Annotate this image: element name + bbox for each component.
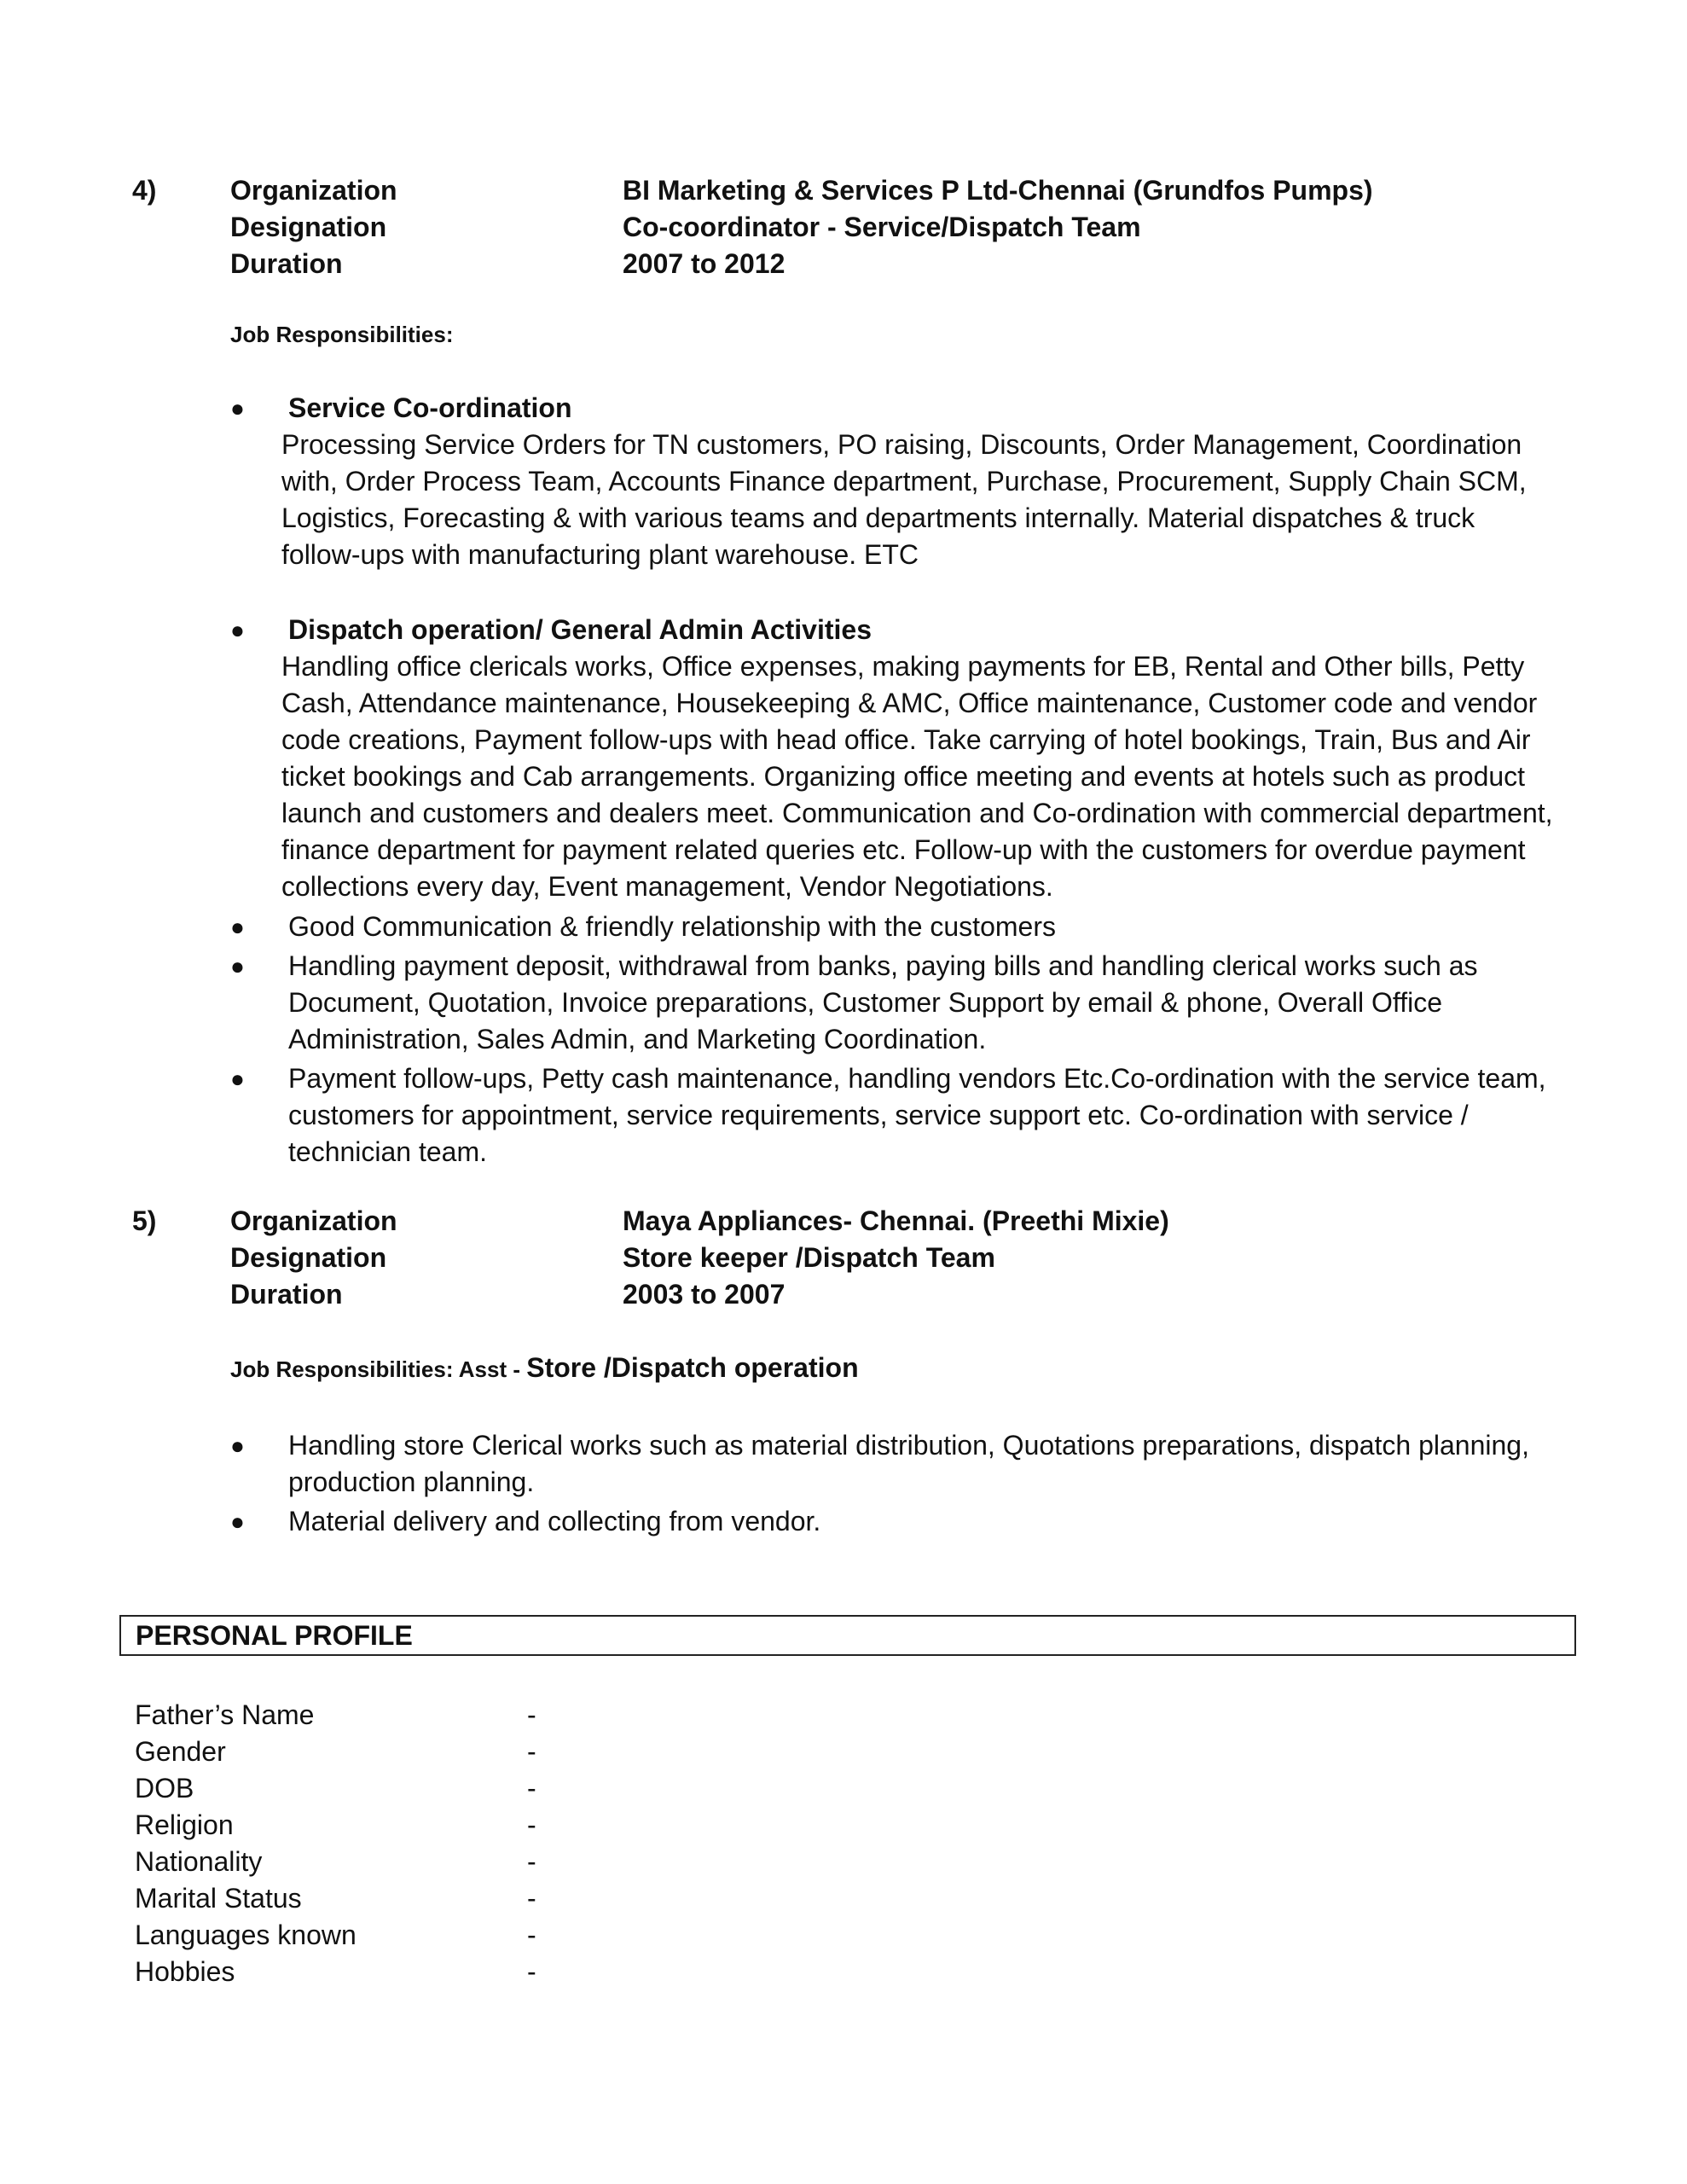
profile-label: Nationality xyxy=(135,1846,263,1877)
profile-value: - xyxy=(527,1736,536,1767)
list-item xyxy=(230,948,1561,1058)
designation-value: Store keeper /Dispatch Team xyxy=(623,1242,995,1273)
bullet-text: Material delivery and collecting from vendor. xyxy=(288,1506,821,1536)
profile-value: - xyxy=(527,1956,536,1987)
profile-value: - xyxy=(527,1699,536,1730)
list-item xyxy=(230,1503,1561,1540)
responsibilities-suffix: Store /Dispatch operation xyxy=(526,1352,859,1383)
bullet-heading: Service Co-ordination xyxy=(288,392,572,423)
bullet-icon: ● xyxy=(230,953,245,979)
bullet-text: Handling store Clerical works such as material distribution, Quotations preparations, dispatch planning, production planning. xyxy=(288,1430,1529,1497)
organization-label: Organization xyxy=(230,1205,397,1236)
profile-value: - xyxy=(527,1883,536,1914)
responsibilities-title: Job Responsibilities: xyxy=(230,322,454,347)
bullet-icon: ● xyxy=(230,617,245,643)
list-item xyxy=(230,612,1561,905)
duration-label: Duration xyxy=(230,248,343,279)
profile-value: - xyxy=(527,1920,536,1950)
profile-value: - xyxy=(527,1846,536,1877)
bullet-icon: ● xyxy=(230,914,245,940)
profile-label: Marital Status xyxy=(135,1883,302,1914)
profile-label: Religion xyxy=(135,1809,234,1840)
organization-label: Organization xyxy=(230,175,397,206)
list-item xyxy=(230,1427,1561,1501)
bullet-text: Payment follow-ups, Petty cash maintenance, handling vendors Etc.Co-ordination with the service team, customers for appointment, service requirements, service support etc. Co-ordination with service / technician team. xyxy=(288,1063,1546,1167)
duration-label: Duration xyxy=(230,1279,343,1310)
list-item xyxy=(230,390,1561,573)
designation-label: Designation xyxy=(230,1242,387,1273)
bullet-text: Processing Service Orders for TN customers, PO raising, Discounts, Order Management, Coordination with, Order Process Team, Accounts Finance department, Purchase, Procurement, Supply Chain SCM, Logistics, Forecasting & with various teams and departments internally. Material dispatches & truck follow-ups with manufacturing plant warehouse. ETC xyxy=(281,429,1527,570)
organization-value: Maya Appliances- Chennai. (Preethi Mixie) xyxy=(623,1205,1169,1236)
profile-value: - xyxy=(527,1809,536,1840)
organization-value: BI Marketing & Services P Ltd-Chennai (Grundfos Pumps) xyxy=(623,175,1373,206)
bullet-icon: ● xyxy=(230,1432,245,1459)
bullet-icon: ● xyxy=(230,1066,245,1092)
responsibilities-prefix: Job Responsibilities: Asst - xyxy=(230,1356,527,1382)
list-item xyxy=(230,909,1561,945)
responsibilities-title xyxy=(230,1352,859,1384)
personal-profile-header xyxy=(119,1615,1576,1656)
profile-label: Languages known xyxy=(135,1920,357,1950)
designation-label: Designation xyxy=(230,212,387,242)
bullet-icon: ● xyxy=(230,395,245,421)
job-number: 4) xyxy=(132,175,157,206)
profile-label: Gender xyxy=(135,1736,226,1767)
designation-value: Co-coordinator - Service/Dispatch Team xyxy=(623,212,1141,242)
bullet-heading: Dispatch operation/ General Admin Activities xyxy=(288,614,872,645)
bullet-icon: ● xyxy=(230,1508,245,1535)
profile-value: - xyxy=(527,1773,536,1804)
duration-value: 2003 to 2007 xyxy=(623,1279,786,1310)
bullet-text: Handling office clericals works, Office expenses, making payments for EB, Rental and Other bills, Petty Cash, Attendance maintenance, Housekeeping & AMC, Office maintenance, Customer code and vendor code creations, Payment follow-ups with head office. Take carrying of hotel bookings, Train, Bus and Air ticket bookings and Cab arrangements. Organizing office meeting and events at hotels such as product launch and customers and dealers meet. Communication and Co-ordination with commercial department, finance department for payment related queries etc. Follow-up with the customers for overdue payment collections every day, Event management, Vendor Negotiations. xyxy=(281,651,1553,902)
profile-label: Hobbies xyxy=(135,1956,235,1987)
bullet-text: Good Communication & friendly relationship with the customers xyxy=(288,911,1056,942)
section-title: PERSONAL PROFILE xyxy=(136,1620,413,1651)
bullet-text: Handling payment deposit, withdrawal from banks, paying bills and handling clerical works such as Document, Quotation, Invoice preparations, Customer Support by email & phone, Overall Office Administration, Sales Admin, and Marketing Coordination. xyxy=(288,950,1478,1054)
list-item xyxy=(230,1060,1561,1170)
job-number: 5) xyxy=(132,1205,157,1236)
duration-value: 2007 to 2012 xyxy=(623,248,786,279)
profile-label: DOB xyxy=(135,1773,194,1804)
profile-label: Father’s Name xyxy=(135,1699,315,1730)
